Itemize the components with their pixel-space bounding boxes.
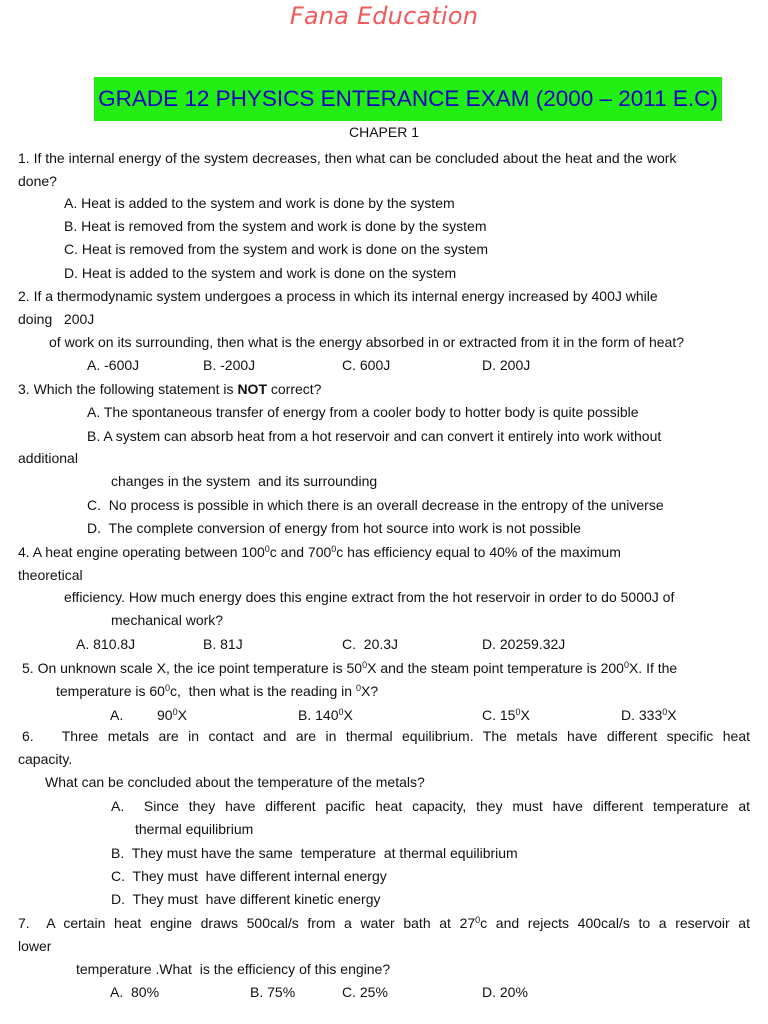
- question-1-option-a: A. Heat is added to the system and work is done by the system: [64, 195, 455, 211]
- question-7-text: [18, 914, 750, 932]
- question-3-option-a: A. The spontaneous transfer of energy from a cooler body to hotter body is quite possible: [87, 404, 639, 420]
- question-2-option-c: C. 600J: [342, 357, 391, 373]
- question-4-text-cont2: efficiency. How much energy does this engine extract from the hot reservoir in order to do 5000J of: [64, 589, 675, 605]
- question-1-option-c: C. Heat is removed from the system and work is done on the system: [64, 241, 489, 257]
- question-5-text-part: X and the steam point temperature is 200: [367, 660, 624, 676]
- degree-sup: 0: [355, 683, 361, 693]
- question-3-text-post: correct?: [267, 381, 322, 397]
- question-3-option-d: D. The complete conversion of energy from hot source into work is not possible: [87, 520, 581, 536]
- degree-sup: 0: [331, 544, 337, 554]
- question-3-text-pre: 3. Which the following statement is: [18, 381, 238, 397]
- question-5-text-part: 5. On unknown scale X, the ice point temperature is 50: [22, 660, 363, 676]
- question-7-option-d: D. 20%: [482, 984, 528, 1000]
- question-3-text: [18, 380, 321, 398]
- question-5-text-part: X?: [360, 683, 379, 699]
- question-5-option-b: [298, 706, 353, 724]
- question-5-text-part: X. If the: [628, 660, 678, 676]
- question-4-option-c: C. 20.3J: [342, 636, 399, 652]
- question-4-text-part: c has efficiency equal to 40% of the maximum: [336, 544, 621, 560]
- question-5-option-c: [482, 706, 530, 724]
- question-3-emphasis: NOT: [237, 381, 267, 397]
- degree-sup: 0: [264, 544, 270, 554]
- option-unit: X: [343, 707, 353, 723]
- question-1-text: 1. If the internal energy of the system decreases, then what can be concluded about the heat and the work: [18, 150, 677, 166]
- degree-sup: 0: [515, 707, 521, 717]
- question-5-text: [22, 659, 677, 677]
- question-6-text-cont2: What can be concluded about the temperature of the metals?: [45, 774, 425, 790]
- question-4-text-cont3: mechanical work?: [111, 612, 224, 628]
- question-5-option-a: [157, 706, 187, 724]
- option-value: B. 140: [298, 707, 339, 723]
- brand-header: Fana Education: [289, 2, 479, 30]
- degree-sup: 0: [623, 660, 629, 670]
- question-7-option-b: B. 75%: [250, 984, 296, 1000]
- question-1-option-b: B. Heat is removed from the system and work is done by the system: [64, 218, 487, 234]
- question-6-text-cont: capacity.: [18, 751, 73, 767]
- question-7-text-part: 7. A certain heat engine draws 500cal/s from a water bath at 27: [18, 915, 476, 931]
- question-7-text-cont2: temperature .What is the efficiency of this engine?: [76, 961, 391, 977]
- exam-title-banner: GRADE 12 PHYSICS ENTERANCE EXAM (2000 – 2011 E.C): [94, 77, 722, 121]
- degree-sup: 0: [475, 915, 481, 925]
- question-7-text-cont: lower: [18, 938, 52, 954]
- option-unit: X: [667, 707, 677, 723]
- degree-sup: 0: [362, 660, 368, 670]
- question-5-option-d: [621, 706, 677, 724]
- option-unit: X: [520, 707, 530, 723]
- question-2-text-cont2: of work on its surrounding, then what is the energy absorbed in or extracted from it in the form of heat?: [49, 334, 685, 350]
- question-6-option-a: A. Since they have different pacific heat capacity, they must have different temperature at: [111, 798, 750, 814]
- question-2-option-a: A. -600J: [87, 357, 140, 373]
- question-7-option-c: C. 25%: [342, 984, 388, 1000]
- question-7-option-a: A. 80%: [110, 984, 160, 1000]
- question-7-text-part: c and rejects 400cal/s to a reservoir at: [480, 915, 750, 931]
- question-6-option-b: B. They must have the same temperature at thermal equilibrium: [111, 845, 518, 861]
- question-3-option-b-cont: additional: [18, 450, 78, 466]
- question-4-option-b: B. 81J: [203, 636, 243, 652]
- chapter-heading: CHAPER 1: [348, 124, 420, 140]
- question-1-text-cont: done?: [18, 173, 57, 189]
- option-value: D. 333: [621, 707, 663, 723]
- question-2-option-d: D. 200J: [482, 357, 531, 373]
- option-value: C. 15: [482, 707, 516, 723]
- question-4-text-cont: theoretical: [18, 567, 83, 583]
- question-3-option-b-cont2: changes in the system and its surrounding: [111, 473, 378, 489]
- option-value: 90: [157, 707, 173, 723]
- question-6-option-a-cont: thermal equilibrium: [135, 821, 254, 837]
- question-6-option-d: D. They must have different kinetic energy: [111, 891, 381, 907]
- option-unit: X: [177, 707, 187, 723]
- degree-sup: 0: [662, 707, 668, 717]
- question-3-option-b: B. A system can absorb heat from a hot reservoir and can convert it entirely into work without: [87, 428, 662, 444]
- question-2-text-cont: doing 200J: [18, 311, 95, 327]
- question-2-text: 2. If a thermodynamic system undergoes a process in which its internal energy increased by 400J while: [18, 288, 658, 304]
- question-3-option-c: C. No process is possible in which there is an overall decrease in the entropy of the universe: [87, 497, 664, 513]
- question-6-text: 6. Three metals are in contact and are in thermal equilibrium. The metals have different specific heat: [22, 728, 750, 744]
- question-4-option-d: D. 20259.32J: [482, 636, 566, 652]
- question-4-text-part: c and 700: [269, 544, 332, 560]
- question-5-option-a-letter: A.: [110, 707, 124, 723]
- question-4-text-part: 4. A heat engine operating between 100: [18, 544, 265, 560]
- question-5-text-part: temperature is 60: [56, 683, 165, 699]
- question-4-option-a: A. 810.8J: [76, 636, 136, 652]
- question-4-text: [18, 543, 621, 561]
- question-1-option-d: D. Heat is added to the system and work is done on the system: [64, 265, 457, 281]
- degree-sup: 0: [172, 707, 178, 717]
- question-6-option-c: C. They must have different internal energy: [111, 868, 387, 884]
- question-2-option-b: B. -200J: [203, 357, 256, 373]
- degree-sup: 0: [338, 707, 344, 717]
- question-5-text-cont: [56, 682, 378, 700]
- degree-sup: 0: [164, 683, 170, 693]
- question-5-text-part: c, then what is the reading in: [169, 683, 356, 699]
